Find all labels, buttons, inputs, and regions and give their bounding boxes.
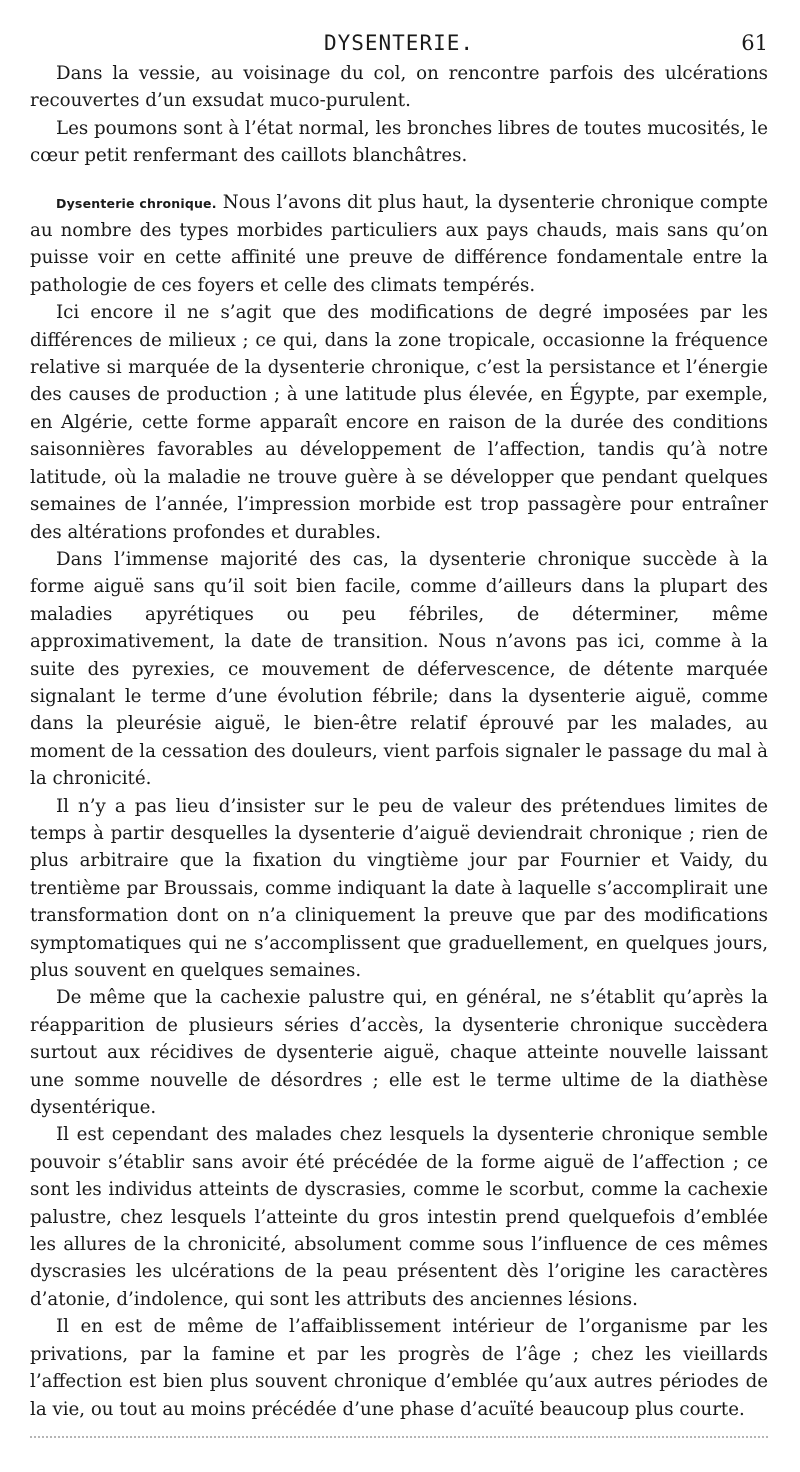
page-header [30, 28, 768, 58]
running-title: DYSENTERIE. [323, 31, 475, 55]
paragraph: Les poumons sont à l’état normal, les bronches libres de toutes mucosités, le cœur petit renfermant des caillots blanchâtres. [30, 117, 768, 167]
footer-rule [30, 1436, 768, 1438]
paragraph: Ici encore il ne s’agit que des modifications de degré imposées par les différences de milieux ; ce qui, dans la zone tropicale, occasionne la fréquence relative si marquée de la dysenterie chronique, c’est la persistance et l’énergie des causes de production ; à une latitude plus élevée, en Égypte, par exemple, en Algérie, cette forme apparaît encore en raison de la durée des conditions saisonnières favorables au développement de l’affection, tandis qu’à notre latitude, où la maladie ne trouve guère à se développer que pendant quelques semaines de l’année, l’impression morbide est trop passagère pour entraîner des altérations profondes et durables. [30, 302, 768, 543]
page-number: 61 [741, 31, 768, 55]
section-heading: Dysenterie chronique. [56, 195, 217, 211]
paragraph-text: Nous l’avons dit plus haut, la dysenterie chronique compte au nombre des types morbides particuliers aux pays chauds, mais sans qu’on puisse voir en cette affinité une preuve de différence fondamentale entre la pathologie de ces foyers et celle des climats tempérés. [30, 191, 768, 296]
paragraph: De même que la cachexie palustre qui, en général, ne s’établit qu’après la réapparition de plusieurs séries d’accès, la dysenterie chronique succèdera surtout aux récidives de dysenterie aiguë, chaque atteinte nouvelle laissant une somme nouvelle de désordres ; elle est le terme ultime de la diathèse dysentérique. [30, 987, 768, 1119]
paragraph: Il n’y a pas lieu d’insister sur le peu de valeur des prétendues limites de temps à partir desquelles la dysenterie d’aiguë deviendrait chronique ; rien de plus arbitraire que la fixation du vingtième jour par Fournier et Vaidy, du trentième par Broussais, comme indiquant la date à laquelle s’accomplirait une transformation dont on n’a cliniquement la preuve que par des modifications symptomatiques qui ne s’accomplissent que graduellement, en quelques jours, plus souvent en quelques semaines. [30, 795, 768, 981]
paragraph: Dans la vessie, au voisinage du col, on rencontre parfois des ulcérations recouvertes d’un exsudat muco-purulent. [30, 63, 768, 112]
body-text [30, 60, 768, 1423]
section-paragraph [30, 189, 768, 300]
paragraph: Il est cependant des malades chez lesquels la dysenterie chronique semble pouvoir s’établir sans avoir été précédée de la forme aiguë de l’affection ; ce sont les individus atteints de dyscrasies, comme le scorbut, comme la cachexie palustre, chez lesquels l’atteinte du gros intestin prend quelquefois d’emblée les allures de la chronicité, absolument comme sous l’influence de ces mêmes dyscrasies les ulcérations de la peau présentent dès l’origine les caractères d’atonie, d’indolence, qui sont les attributs des anciennes lésions. [30, 1124, 768, 1310]
paragraph: Il en est de même de l’affaiblissement intérieur de l’organisme par les privations, par la famine et par les progrès de l’âge ; chez les vieillards l’affection est bien plus souvent chronique d’emblée qu’aux autres périodes de la vie, ou tout au moins précédée d’une phase d’acuïté beaucoup plus courte. [30, 1316, 768, 1420]
paragraph: Dans l’immense majorité des cas, la dysenterie chronique succède à la forme aiguë sans qu’il soit bien facile, comme d’ailleurs dans la plupart des maladies apyrétiques ou peu fébriles, de déterminer, même approximativement, la date de transition. Nous n’avons pas ici, comme à la suite des pyrexies, ce mouvement de défervescence, de détente marquée signalant le terme d’une évolution fébrile; dans la dysenterie aiguë, comme dans la pleurésie aiguë, le bien-être relatif éprouvé par les malades, au moment de la cessation des douleurs, vient parfois signaler le passage du mal à la chronicité. [30, 548, 768, 790]
